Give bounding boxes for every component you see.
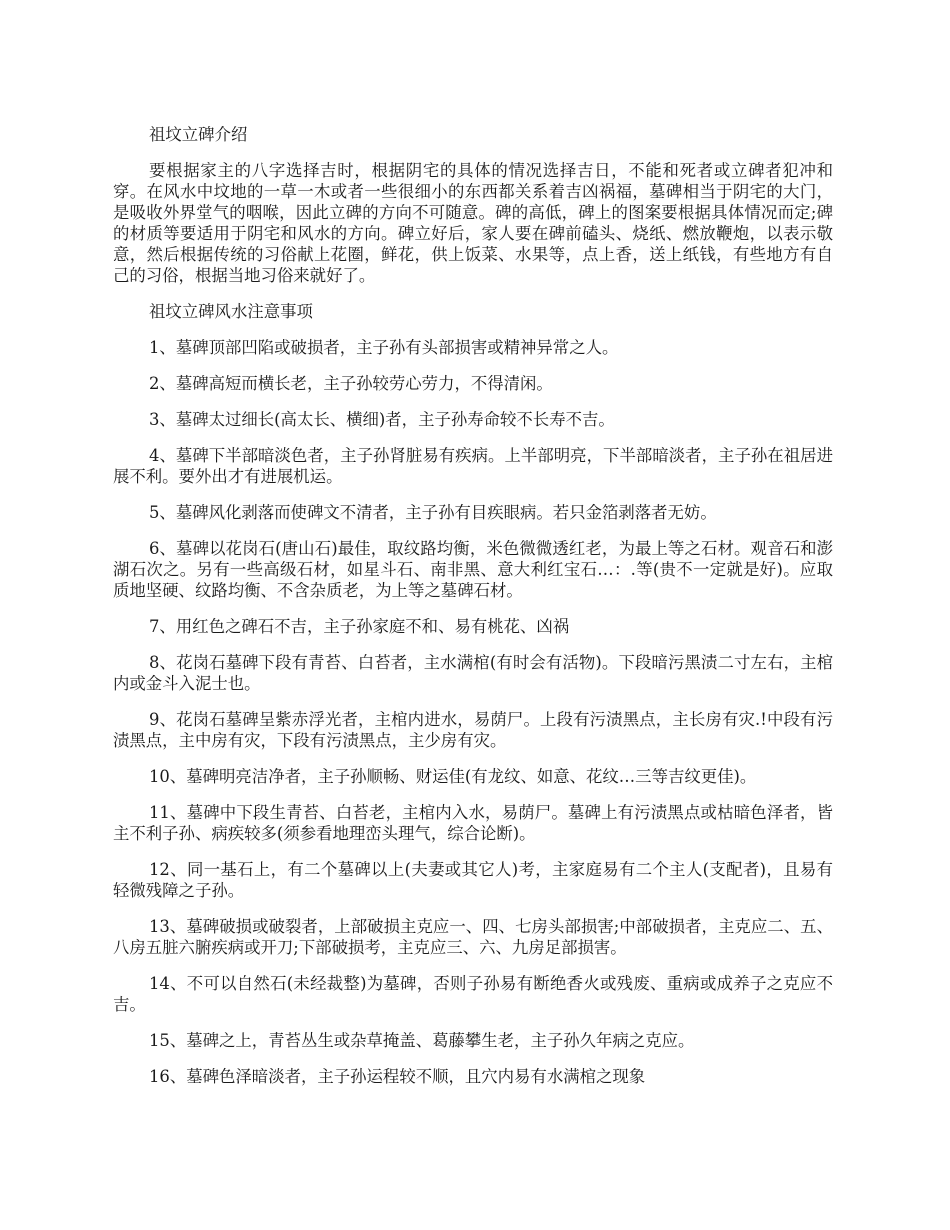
list-item-14: 14、不可以自然石(未经裁整)为墓碑，否则子孙易有断绝香火或残废、重病或成养子之克应不吉。	[113, 974, 833, 1014]
list-item-11: 11、墓碑中下段生青苔、白苔老，主棺内入水，易荫尸。墓碑上有污渍黑点或枯暗色泽者，皆主不利子孙、病疾较多(须参看地理峦头理气，综合论断)。	[113, 803, 833, 843]
list-item-4: 4、墓碑下半部暗淡色者，主子孙肾脏易有疾病。上半部明亮，下半部暗淡者，主子孙在祖居进展不利。要外出才有进展机运。	[113, 446, 833, 486]
list-item-3: 3、墓碑太过细长(高太长、横细)者，主子孙寿命较不长寿不吉。	[149, 410, 615, 429]
list-item-16: 16、墓碑色泽暗淡者，主子孙运程较不顺，且穴内易有水满棺之现象	[149, 1067, 646, 1086]
list-item-1: 1、墓碑顶部凹陷或破损者，主子孙有头部损害或精神异常之人。	[149, 338, 619, 357]
list-item-5: 5、墓碑风化剥落而使碑文不清者，主子孙有目疾眼病。若只金箔剥落者无妨。	[149, 503, 717, 522]
list-item-9: 9、花岗石墓碑呈紫赤浮光者，主棺内进水，易荫尸。上段有污渍黑点，主长房有灾.!中段有污渍黑点，主中房有灾，下段有污渍黑点，主少房有灾。	[113, 710, 833, 750]
intro-paragraph: 要根据家主的八字选择吉时，根据阴宅的具体的情况选择吉日，不能和死者或立碑者犯冲和穿。在风水中坟地的一草一木或者一些很细小的东西都关系着吉凶祸福，墓碑相当于阴宅的大门，是吸收外界堂气的咽喉，因此立碑的方向不可随意。碑的高低，碑上的图案要根据具体情况而定;碑的材质等要适用于阴宅和风水的方向。碑立好后，家人要在碑前磕头、烧纸、燃放鞭炮，以表示敬意，然后根据传统的习俗献上花圈，鲜花，供上饭菜、水果等，点上香，送上纸钱，有些地方有自己的习俗，根据当地习俗来就好了。	[113, 161, 833, 285]
list-item-13: 13、墓碑破损或破裂者，上部破损主克应一、四、七房头部损害;中部破损者，主克应二、五、八房五脏六腑疾病或开刀;下部破损考，主克应三、六、九房足部损害。	[113, 917, 833, 957]
list-item-15: 15、墓碑之上，青苔丛生或杂草掩盖、葛藤攀生老，主子孙久年病之克应。	[149, 1031, 695, 1050]
list-item-6: 6、墓碑以花岗石(唐山石)最佳，取纹路均衡，米色微微透红老，为最上等之石材。观音石和澎湖石次之。另有一些高级石材，如星斗石、南非黑、意大利红宝石…：.等(贵不一定就是好)。应取质地坚硬、纹路均衡、不含杂质老，为上等之墓碑石材。	[113, 539, 833, 600]
document-page	[113, 124, 833, 1102]
document-title: 祖坟立碑介绍	[149, 125, 248, 144]
list-item-7: 7、用红色之碑石不吉，主子孙家庭不和、易有桃花、凶祸	[149, 617, 570, 636]
list-item-10: 10、墓碑明亮洁净者，主子孙顺畅、财运佳(有龙纹、如意、花纹…三等吉纹更佳)。	[149, 767, 757, 786]
list-item-8: 8、花岗石墓碑下段有青苔、白苔者，主水满棺(有时会有活物)。下段暗污黑渍二寸左右，主棺内或金斗入泥士也。	[113, 653, 833, 693]
list-item-12: 12、同一基石上，有二个墓碑以上(夫妻或其它人)考，主家庭易有二个主人(支配者)，且易有轻微残障之子孙。	[113, 860, 833, 900]
section-subtitle: 祖坟立碑风水注意事项	[149, 302, 313, 321]
list-item-2: 2、墓碑高短而横长老，主子孙较劳心劳力，不得清闲。	[149, 374, 553, 393]
